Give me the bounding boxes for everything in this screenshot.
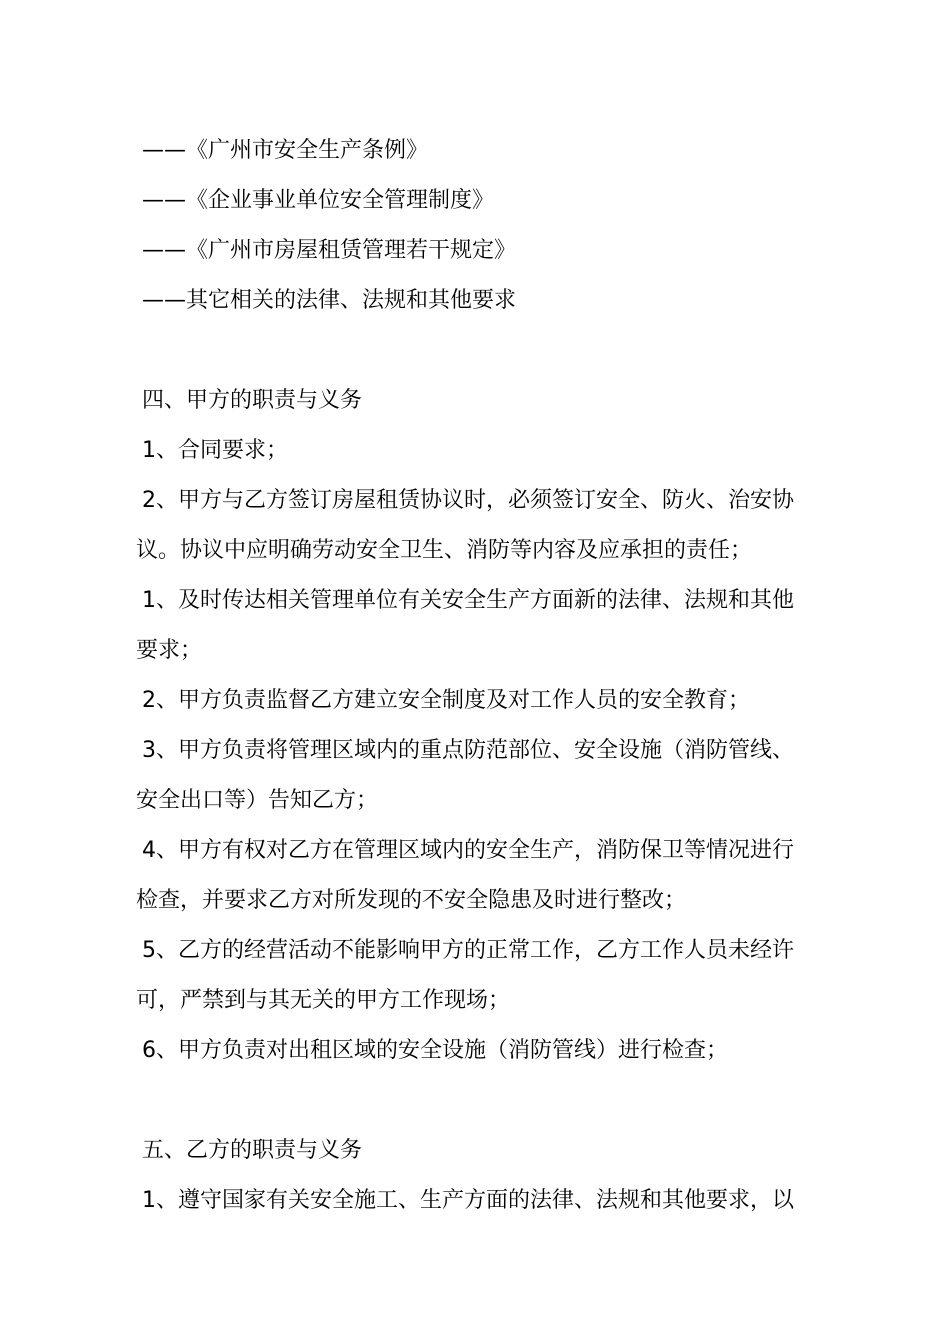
paragraph-line: 5、乙方的经营活动不能影响甲方的正常工作，乙方工作人员未经许 <box>142 938 794 963</box>
paragraph-line: 1、遵守国家有关安全施工、生产方面的法律、法规和其他要求，以 <box>142 1188 794 1213</box>
paragraph-line: 3、甲方负责将管理区域内的重点防范部位、安全设施（消防管线、 <box>142 738 794 763</box>
paragraph-line: 1、及时传达相关管理单位有关安全生产方面新的法律、法规和其他 <box>142 588 794 613</box>
paragraph-line: 4、甲方有权对乙方在管理区域内的安全生产，消防保卫等情况进行 <box>142 838 794 863</box>
paragraph-line: 安全出口等）告知乙方； <box>136 788 379 813</box>
paragraph-line: 议。协议中应明确劳动安全卫生、消防等内容及应承担的责任； <box>136 538 753 563</box>
paragraph-line: 6、甲方负责对出租区域的安全设施（消防管线）进行检查； <box>142 1038 728 1063</box>
paragraph-line: 2、甲方负责监督乙方建立安全制度及对工作人员的安全教育； <box>142 688 750 713</box>
paragraph-line: 要求； <box>136 638 203 663</box>
spacer <box>136 326 826 376</box>
paragraph-line: 1、合同要求； <box>142 438 288 463</box>
paragraph-line: 2、甲方与乙方签订房屋租赁协议时，必须签订安全、防火、治安协 <box>142 488 794 513</box>
paragraph-line: 可，严禁到与其无关的甲方工作现场； <box>136 988 511 1013</box>
reference-line: ——《企业事业单位安全管理制度》 <box>142 188 495 213</box>
reference-line: ——《广州市房屋租赁管理若干规定》 <box>142 238 517 263</box>
section-heading: 四、甲方的职责与义务 <box>142 388 363 413</box>
spacer <box>136 1076 826 1126</box>
document-page <box>136 126 826 1226</box>
reference-line: ——其它相关的法律、法规和其他要求 <box>142 288 517 313</box>
reference-line: ——《广州市安全生产条例》 <box>142 138 429 163</box>
paragraph-line: 检查，并要求乙方对所发现的不安全隐患及时进行整改； <box>136 888 687 913</box>
section-heading: 五、乙方的职责与义务 <box>142 1138 363 1163</box>
